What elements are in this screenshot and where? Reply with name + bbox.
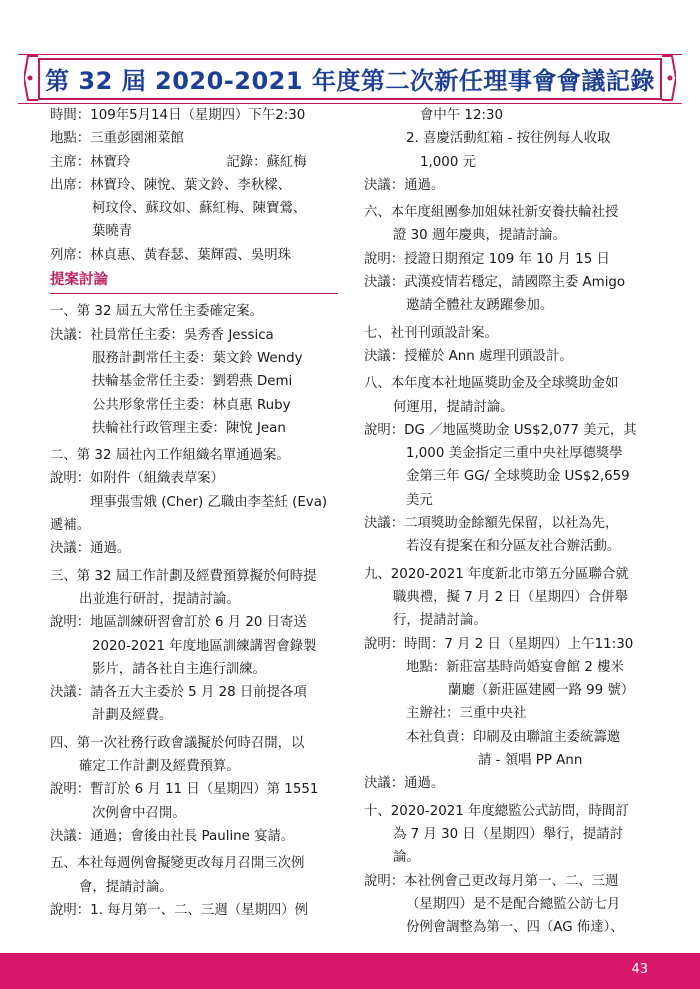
page-number: 43: [631, 962, 648, 977]
proposal-1-resolution-line: 服務計劃常任主委：葉文鈴 Wendy: [92, 350, 303, 366]
meeting-place: 地點：三重彭園湘菜館: [50, 131, 184, 147]
proposal-4-line: 確定工作計劃及經費預算。: [79, 759, 240, 775]
proposal-5-explanation-line: 1,000 元: [420, 154, 476, 170]
proposal-2-explanation-line: 理事張雪娥 (Cher) 乙職由李荃紝 (Eva): [90, 494, 328, 510]
proposal-3: 三、第 32 屆工作計劃及經費預算擬於何時提: [50, 568, 317, 584]
observers-line: 列席：林貞惠、黃春瑟、葉輝霞、吳明珠: [50, 247, 292, 263]
proposal-8: 八、本年度本社地區獎助金及全球獎助金如: [364, 376, 619, 392]
proposal-5-line: 會，提請討論。: [79, 879, 173, 895]
proposal-9-resolution: 決議：通過。: [364, 776, 445, 792]
proposal-9-explanation-line: 蘭廳（新莊區建國一路 99 號）: [448, 683, 635, 699]
proposal-10-explanation-line: 份例會調整為第一、四（AG 佈達）、: [406, 920, 624, 936]
proposal-2-resolution: 決議：通過。: [50, 541, 131, 557]
proposal-10-line: 論。: [393, 850, 420, 866]
proposal-2-explanation-line: 遞補。: [50, 518, 91, 534]
proposal-4-resolution: 決議：通過；會後由社長 Pauline 宴請。: [50, 828, 295, 844]
proposal-4-explanation: 說明：暫訂於 6 月 11 日（星期四）第 1551: [50, 782, 319, 798]
proposal-8-resolution: 決議：二項獎助金餘額先保留，以社為先，: [364, 516, 619, 532]
proposal-3-explanation: 說明：地區訓練研習會訂於 6 月 20 日寄送: [50, 615, 307, 631]
page-title: 第 32 屆 2020-2021 年度第二次新任理事會會議記錄: [45, 67, 655, 95]
proposal-9-explanation-line: 地點：新莊富基時尚婚宴會館 2 樓米: [406, 659, 624, 675]
proposal-7-resolution: 決議：授權於 Ann 處理刊頭設計。: [364, 348, 573, 364]
proposal-8-explanation-line: 金第三年 GG/ 全球獎助金 US$2,659: [406, 469, 630, 485]
proposal-9-explanation-line: 主辦社：三重中央社: [406, 706, 527, 722]
proposal-1: 一、第 32 屆五大常任主委確定案。: [50, 304, 264, 320]
proposal-4: 四、第一次社務行政會議擬於何時召開，以: [50, 735, 305, 751]
banner-cap-right-icon: [662, 52, 676, 104]
proposal-8-explanation: 說明：DG ／地區獎助金 US$2,077 美元，其: [364, 422, 637, 438]
left-column: [50, 104, 340, 922]
proposal-2-explanation: 說明：如附件（組織表草案）: [50, 471, 225, 487]
proposal-8-explanation-line: 1,000 美金指定三重中央社厚德獎學: [406, 446, 623, 462]
proposal-8-resolution-line: 若沒有提案在和分區友社合辦活動。: [406, 539, 621, 555]
proposal-5-explanation: 說明：1. 每月第一、二、三週（星期四）例: [50, 902, 309, 918]
proposal-9: 九、2020-2021 年度新北市第五分區聯合就: [364, 566, 629, 582]
proposal-2: 二、第 32 屆社內工作組織名單通過案。: [50, 448, 290, 464]
chair: 主席：林寶玲: [50, 154, 131, 170]
proposal-9-explanation-line: 本社負責：印刷及由聯誼主委統籌邀: [406, 729, 621, 745]
proposal-6-explanation: 說明：授證日期預定 109 年 10 月 15 日: [364, 251, 610, 267]
attendees-line: 出席：林寶玲、陳悅、葉文鈴、李秋樑、: [50, 177, 292, 193]
footer-bar: [0, 953, 700, 989]
proposal-8-line: 何運用，提請討論。: [393, 399, 514, 415]
proposal-3-resolution-line: 計劃及經費。: [92, 708, 173, 724]
proposal-1-resolution-line: 公共形象常任主委：林貞惠 Ruby: [92, 397, 291, 413]
proposal-8-explanation-line: 美元: [406, 492, 433, 508]
attendees-line: 柯玟伶、蘇玟如、蘇紅梅、陳寶鶯、: [92, 201, 307, 217]
proposal-6-resolution: 決議：武漢疫情若穩定，請國際主委 Amigo: [364, 275, 626, 291]
title-banner: [38, 58, 662, 100]
chair-recorder-line: [50, 151, 340, 174]
proposal-3-explanation-line: 2020-2021 年度地區訓練講習會錄製: [92, 638, 317, 654]
proposal-3-explanation-line: 影片，請各社自主進行訓練。: [92, 661, 267, 677]
section-divider: [50, 293, 338, 294]
proposal-4-explanation-line: 次例會中召開。: [92, 805, 186, 821]
proposal-5-explanation-line: 2. 喜慶活動紅箱 - 按往例每人收取: [406, 131, 611, 147]
proposal-1-resolution-line: 扶輪社行政管理主委：陳悅 Jean: [92, 420, 286, 436]
proposal-9-explanation: 說明：時間：7 月 2 日（星期四）上午11:30: [364, 636, 634, 652]
proposal-6-resolution-line: 邀請全體社友踴躍參加。: [406, 298, 554, 314]
proposal-5: 五、本社每週例會擬變更改每月召開三次例: [50, 856, 305, 872]
proposal-9-line: 行，提請討論。: [393, 613, 487, 629]
proposal-5-resolution: 決議：通過。: [364, 177, 445, 193]
proposal-7: 七、社刊刊頭設計案。: [364, 325, 498, 341]
proposal-9-line: 職典禮，擬 7 月 2 日（星期四）合併舉: [393, 589, 628, 605]
proposal-3-line: 出並進行研討，提請討論。: [79, 591, 240, 607]
proposal-1-resolution-line: 扶輪基金常任主委：劉碧燕 Demi: [92, 374, 293, 390]
proposal-10-line: 為 7 月 30 日（星期四）舉行，提請討: [393, 826, 624, 842]
proposal-10: 十、2020-2021 年度總監公式訪問，時間訂: [364, 803, 629, 819]
section-heading: 提案討論: [50, 272, 108, 289]
right-column: [364, 104, 654, 939]
proposal-1-resolution: 決議：社員常任主委：吳秀香 Jessica: [50, 327, 274, 343]
proposal-6-line: 證 30 週年慶典，提請討論。: [393, 228, 566, 244]
banner-rule-top: [18, 54, 682, 55]
proposal-10-explanation: 說明：本社例會己更改每月第一、二、三週: [364, 873, 619, 889]
attendees-line: 葉曉青: [92, 224, 133, 240]
proposal-9-explanation-line: 請 - 領唱 PP Ann: [478, 753, 583, 769]
proposal-3-resolution: 決議：請各五大主委於 5 月 28 日前提各項: [50, 685, 307, 701]
meeting-time: 時間：109年5月14日（星期四）下午2:30: [50, 108, 306, 123]
proposal-10-explanation-line: （星期四）是不是配合總監公訪七月: [406, 896, 621, 912]
proposal-5-explanation-line: 會中午 12:30: [420, 108, 504, 123]
proposal-6: 六、本年度組團參加姐妹社新安養扶輪社授: [364, 205, 619, 221]
banner-cap-left-icon: [24, 52, 38, 104]
recorder: 記錄：蘇紅梅: [226, 154, 307, 170]
